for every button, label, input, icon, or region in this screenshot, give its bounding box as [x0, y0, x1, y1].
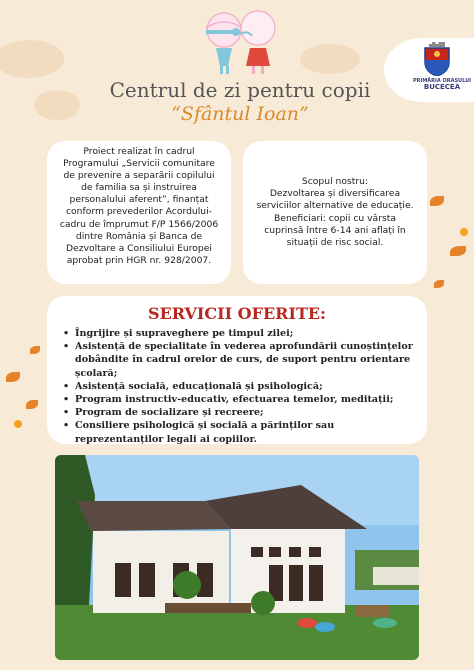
scope-line: serviciilor alternative de educație. [256, 200, 414, 212]
deco-dot [14, 420, 22, 428]
deco-leaf [30, 346, 40, 354]
project-line: aprobat prin HGR nr. 928/2007. [66, 254, 212, 266]
page-subtitle: “Sfântul Ioan” [171, 103, 309, 125]
deco-dot [460, 228, 468, 236]
project-line: Proiect realizat în cadrul [83, 146, 195, 157]
deco-leaf [430, 196, 444, 206]
project-line: personalului aferent”, finanțat [69, 194, 209, 206]
project-line: de familia sa și instruirea [81, 182, 197, 194]
scope-line: cuprinsă între 6-14 ani aflați în [264, 224, 406, 236]
deco-blob [0, 40, 64, 78]
project-line: Programului „Servicii comunitare [63, 158, 215, 170]
deco-leaf [434, 280, 444, 288]
service-item: • Consiliere psihologică și socială a părinților sau reprezentanților legali ai copiilor. [69, 419, 415, 445]
children-logo-icon [192, 8, 290, 80]
service-item: • Îngrijire și supraveghere pe timpul zilei; [69, 327, 415, 340]
project-line: conform prevederilor Acordului- [66, 206, 212, 218]
project-card [47, 141, 231, 284]
scope-card [243, 141, 427, 284]
deco-leaf [450, 246, 466, 256]
project-line: de prevenire a separării copilului [63, 170, 215, 182]
crest-caption-big: BUCECEA [423, 83, 461, 91]
service-item: • Asistență socială, educațională și psihologică; [69, 380, 415, 393]
services-card [47, 296, 427, 444]
service-item: • Program instructiv-educativ, efectuarea temelor, meditații; [69, 393, 415, 406]
services-title: SERVICII OFERITE: [148, 304, 326, 323]
crest-caption [412, 78, 472, 90]
building-photo [55, 455, 419, 660]
deco-blob [34, 90, 80, 120]
deco-blob [300, 44, 360, 74]
scope-line: Dezvoltarea și diversificarea [269, 188, 401, 200]
crest-caption-small: PRIMĂRIA ORAȘULUI [412, 78, 472, 84]
service-item: • Asistență de specialitate în vederea aprofundării cunoștințelor dobândite în cadrul orelor de curs, de suport pentru orientare școlară; [69, 340, 415, 380]
page-title: Centrul de zi pentru copii [109, 78, 371, 102]
services-list [59, 327, 415, 446]
project-line: Dezvoltare a Consiliului Europei [66, 242, 212, 254]
scope-line: Beneficiari: copii cu vârsta [274, 212, 396, 224]
deco-leaf [26, 400, 38, 409]
deco-leaf [6, 372, 20, 382]
service-item: • Program de socializare și recreere; [69, 406, 415, 419]
project-line: cadru de împrumut F/P 1566/2006 [59, 218, 219, 230]
scope-line: situații de risc social. [286, 236, 384, 248]
scope-line: Scopul nostru: [301, 176, 369, 188]
project-line: dintre România și Banca de [75, 230, 203, 242]
city-crest-icon [422, 42, 452, 76]
